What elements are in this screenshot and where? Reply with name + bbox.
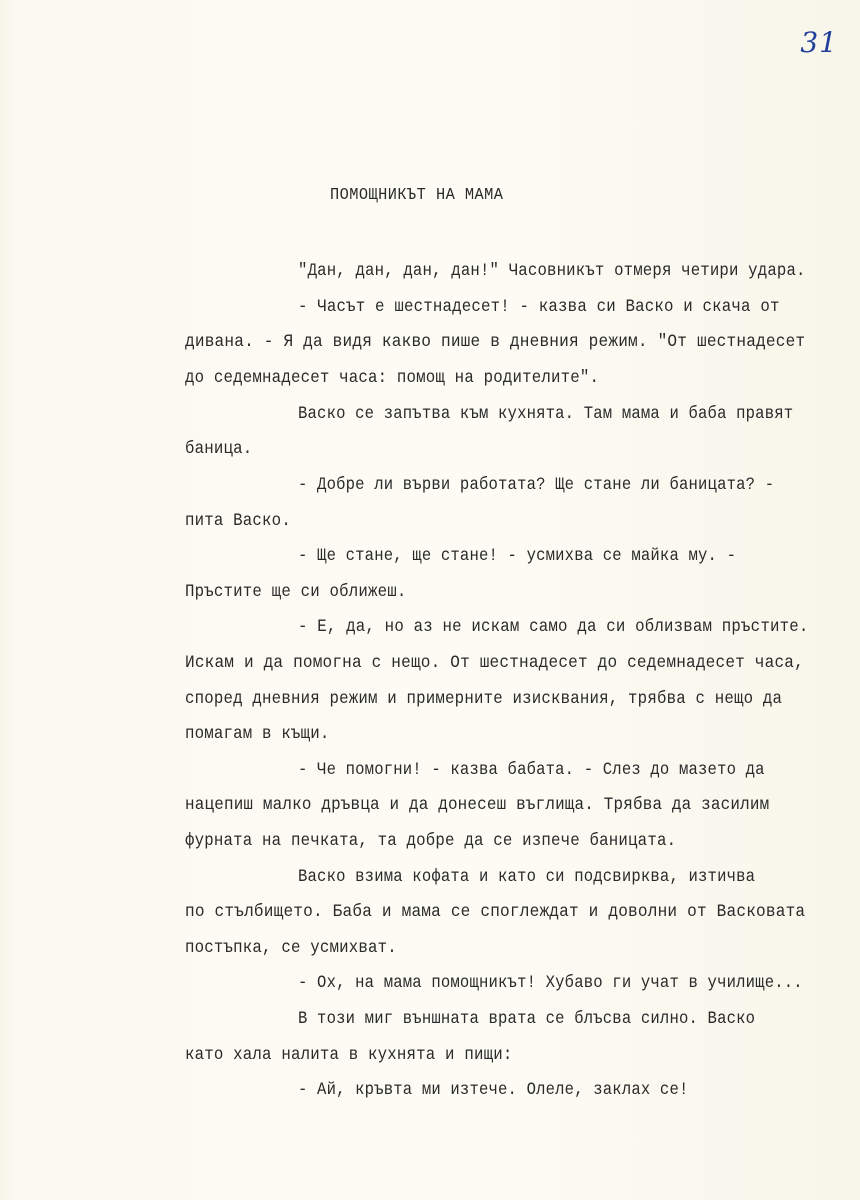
text-line: В този миг външната врата се блъсва силно. Васко <box>298 1009 756 1029</box>
text-line: - Е, да, но аз не искам само да си облизвам пръстите. <box>298 617 809 637</box>
text-line: до седемнадесет часа: помощ на родителите". <box>185 368 600 388</box>
text-line: Искам и да помогна с нещо. От шестнадесет до седемнадесет часа, <box>185 653 804 673</box>
text-line: - Ох, на мама помощникът! Хубаво ги учат в училище... <box>298 973 803 993</box>
text-line: Васко взима кофата и като си подсвирква, изтичва <box>298 867 756 887</box>
text-line: - Ай, кръвта ми изтече. Олеле, заклах се! <box>298 1080 689 1100</box>
text-line: - Ще стане, ще стане! - усмихва се майка му. - <box>298 546 737 566</box>
story-title: ПОМОЩНИКЪТ НА МАМА <box>330 186 504 205</box>
text-line: според дневния режим и примерните изисквания, трябва с нещо да <box>185 689 783 709</box>
text-line: постъпка, се усмихват. <box>185 938 397 958</box>
text-line: - Часът е шестнадесет! - казва си Васко и скача от <box>298 297 780 317</box>
text-line: фурната на печката, та добре да се изпече баницата. <box>185 831 677 851</box>
text-line: - Добре ли върви работата? Ще стане ли баницата? - <box>298 475 775 495</box>
text-line: Пръстите ще си оближеш. <box>185 582 407 602</box>
text-line: дивана. - Я да видя какво пише в дневния режим. "От шестнадесет <box>185 332 806 352</box>
text-line: по стълбището. Баба и мама се споглеждат и доволни от Васковата <box>185 902 806 922</box>
text-line: помагам в къщи. <box>185 724 330 744</box>
text-line: "Дан, дан, дан, дан!" Часовникът отмеря четири удара. <box>298 261 806 281</box>
text-line: нацепиш малко дръвца и да донесеш въглища. Трябва да засилим <box>185 795 770 815</box>
text-line: баница. <box>185 439 253 459</box>
page-number: 31 <box>800 26 838 59</box>
text-line: пита Васко. <box>185 511 291 531</box>
text-line: - Че помогни! - казва бабата. - Слез до мазето да <box>298 760 765 780</box>
text-line: като хала налита в кухнята и пищи: <box>185 1045 513 1065</box>
text-line: Васко се запътва към кухнята. Там мама и баба правят <box>298 404 794 424</box>
